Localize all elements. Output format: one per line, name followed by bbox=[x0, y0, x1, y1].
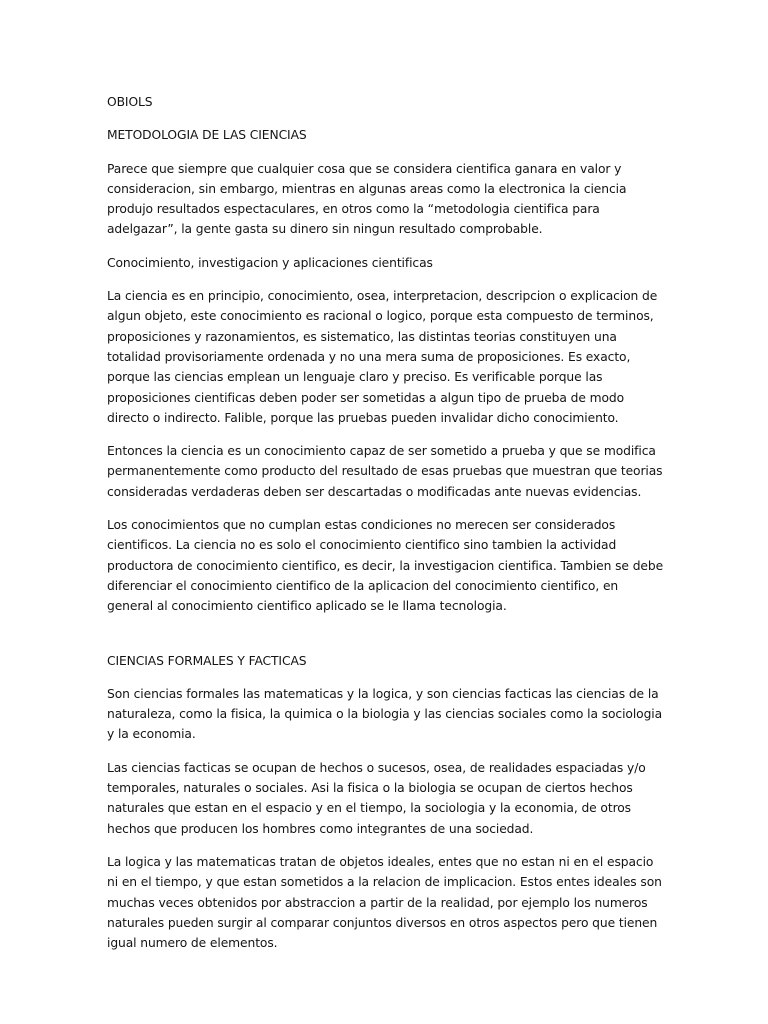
document-title: METODOLOGIA DE LAS CIENCIAS bbox=[107, 128, 307, 143]
section-heading: CIENCIAS FORMALES Y FACTICAS bbox=[107, 653, 307, 668]
paragraph: La ciencia es en principio, conocimiento, osea, interpretacion, descripcion o explicacion de algun objeto, este conocimiento es racional o logico, porque esta compuesto de terminos, proposiciones y razonamientos, es sistematico, las distintas teorias constituyen una totalidad provisoriamente ordenada y no una mera suma de proposiciones. Es exacto, porque las ciencias emplean un lenguaje claro y preciso. Es verificable porque las proposiciones cientificas deben poder ser sometidas a algun tipo de prueba de modo directo o indirecto. Falible, porque las pruebas pueden invalidar dicho conocimiento. bbox=[107, 289, 658, 425]
subheading: Conocimiento, investigacion y aplicaciones cientificas bbox=[107, 255, 433, 270]
paragraph: Las ciencias facticas se ocupan de hechos o sucesos, osea, de realidades espaciadas y/o temporales, naturales o sociales. Asi la fisica o la biologia se ocupan de ciertos hechos naturales que estan en el espacio y en el tiempo, la sociologia y la economia, de otros hechos que producen los hombres como integrantes de una sociedad. bbox=[107, 760, 646, 836]
author-heading: OBIOLS bbox=[107, 95, 153, 109]
document-body bbox=[107, 92, 667, 966]
paragraph: Entonces la ciencia es un conocimiento capaz de ser sometido a prueba y que se modifica permanentemente como producto del resultado de esas pruebas que muestran que teorias consideradas verdaderas deben ser descartadas o modificadas ante nuevas evidencias. bbox=[107, 444, 663, 499]
paragraph: La logica y las matematicas tratan de objetos ideales, entes que no estan ni en el espacio ni en el tiempo, y que estan sometidos a la relacion de implicacion. Estos entes ideales son muchas veces obtenidos por abstraccion a partir de la realidad, por ejemplo los numeros naturales pueden surgir al comparar conjuntos diversos en otros aspectos pero que tienen igual numero de elementos. bbox=[107, 854, 662, 951]
paragraph: Son ciencias formales las matematicas y la logica, y son ciencias facticas las ciencias de la naturaleza, como la fisica, la quimica o la biologia y las ciencias sociales como la sociologia y la economia. bbox=[107, 686, 663, 742]
paragraph: Los conocimientos que no cumplan estas condiciones no merecen ser considerados cientificos. La ciencia no es solo el conocimiento cientifico sino tambien la actividad productora de conocimiento cientifico, es decir, la investigacion cientifica. Tambien se debe diferenciar el conocimiento cientifico de la aplicacion del conocimiento cientifico, en general al conocimiento cientifico aplicado se le llama tecnologia. bbox=[107, 518, 664, 614]
paragraph: Parece que siempre que cualquier cosa que se considera cientifica ganara en valor y consideracion, sin embargo, mientras en algunas areas como la electronica la ciencia produjo resultados espectaculares, en otros como la “metodologia cientifica para adelgazar”, la gente gasta su dinero sin ningun resultado comprobable. bbox=[107, 161, 627, 237]
